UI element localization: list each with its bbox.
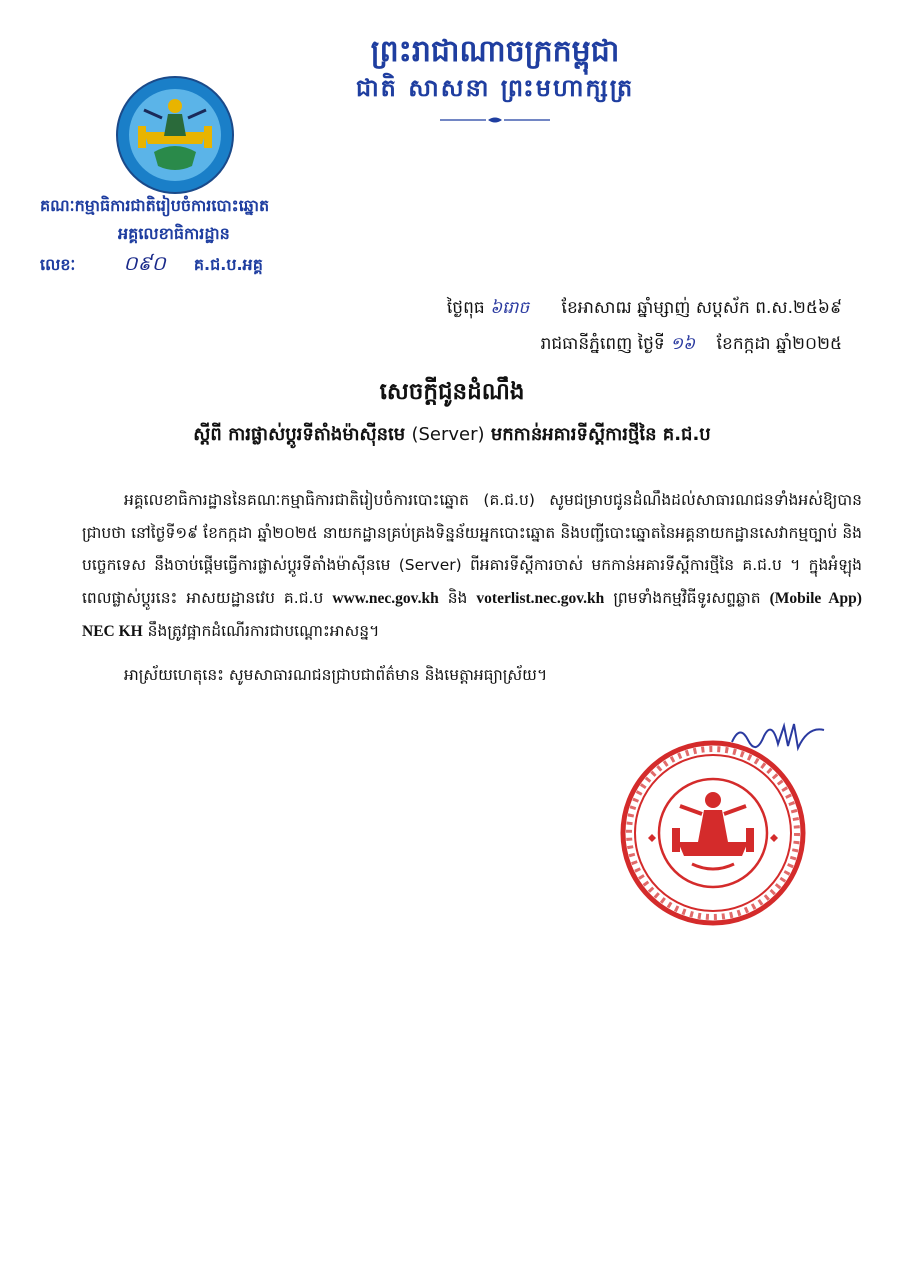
p1-and: និង xyxy=(447,588,468,607)
nec-emblem-icon xyxy=(114,74,236,196)
mobile-app-name: (Mobile App) NEC KH xyxy=(82,589,862,640)
date-block xyxy=(447,290,842,362)
solar-prefix: រាជធានីភ្នំពេញ ថ្ងៃទី xyxy=(540,334,665,354)
header-ornament xyxy=(440,116,550,124)
document-subtitle xyxy=(40,422,864,449)
subtitle-part-b: មកកាន់អគារទីស្តីការថ្មីនៃ គ.ជ.ប xyxy=(490,424,711,445)
body-paragraph-1 xyxy=(82,484,862,649)
kingdom-motto: ជាតិ សាសនា ព្រះមហាក្សត្រ xyxy=(355,74,635,102)
reference-number: ០៩០ xyxy=(123,251,166,275)
p1-text-c: នឹងត្រូវផ្អាកដំណើរការជាបណ្តោះអាសន្ន។ xyxy=(147,622,380,640)
reference-label: លេខៈ xyxy=(40,255,76,274)
lunar-rest: ខែអាសាឍ ឆ្នាំម្សាញ់ សប្តស័ក ព.ស.២៥៦៩ xyxy=(561,298,842,318)
lunar-date xyxy=(447,290,842,326)
lunar-day: ៦រោច xyxy=(490,298,530,318)
p1-text-b: ព្រមទាំងកម្មវិធីទូរសព្ទឆ្លាត xyxy=(613,588,761,607)
issuing-organisation xyxy=(40,192,269,248)
solar-rest: ខែកក្កដា ឆ្នាំ២០២៥ xyxy=(716,334,842,354)
solar-date xyxy=(447,326,842,362)
document-body xyxy=(82,484,862,701)
secretariat-name: អគ្គលេខាធិការដ្ឋាន xyxy=(118,224,230,243)
document-title: សេចក្តីជូនដំណឹង xyxy=(379,379,525,405)
reference-number-row xyxy=(40,250,360,280)
official-seal-icon xyxy=(618,738,808,928)
p1-text-a: អគ្គលេខាធិការដ្ឋាននៃគណៈកម្មាធិការជាតិរៀបចំការបោះឆ្នោត (គ.ជ.ប) សូមជម្រាបជូនដំណឹងដល់សាធារណជនទាំងអស់ឱ្យបានជ្រាបថា នៅថ្ងៃទី១៩ ខែកក្កដា ឆ្នាំ២០២៥ នាយកដ្ឋានគ្រប់គ្រងទិន្នន័យអ្នកបោះឆ្នោត និងបញ្ជីបោះឆ្នោតនៃអគ្គនាយកដ្ឋានសេវាកម្មច្បាប់ និងបច្ចេកទេស នឹងចាប់ផ្តើមធ្វើការផ្លាស់ប្តូរទីតាំងម៉ាស៊ីនមេ (Server) ពីអគារទីស្តីការចាស់ មកកាន់អគារទីស្តីការថ្មីនៃ គ.ជ.ប ។ ក្នុងអំឡុងពេលផ្លាស់ប្តូរនេះ អាសយដ្ឋានវេប គ.ជ.ប xyxy=(82,491,862,607)
kingdom-header xyxy=(330,32,660,104)
website-voterlist: voterlist.nec.gov.kh xyxy=(476,589,605,607)
reference-suffix: គ.ជ.ប.អគ្គ xyxy=(193,255,263,274)
body-paragraph-2: អាស្រ័យហេតុនេះ សូមសាធារណជនជ្រាបជាព័ត៌មាន និងមេត្តាអធ្យាស្រ័យ។ xyxy=(124,665,548,684)
website-nec: www.nec.gov.kh xyxy=(332,589,439,607)
subtitle-server: (Server) xyxy=(411,424,485,445)
subtitle-part-a: ស្តីពី ការផ្លាស់ប្តូរទីតាំងម៉ាស៊ីនមេ xyxy=(193,424,406,445)
lunar-prefix: ថ្ងៃពុធ xyxy=(446,298,485,318)
kingdom-title: ព្រះរាជាណាចក្រកម្ពុជា xyxy=(370,34,620,69)
solar-day: ១៦ xyxy=(670,334,696,354)
committee-name: គណៈកម្មាធិការជាតិរៀបចំការបោះឆ្នោត xyxy=(40,196,270,215)
